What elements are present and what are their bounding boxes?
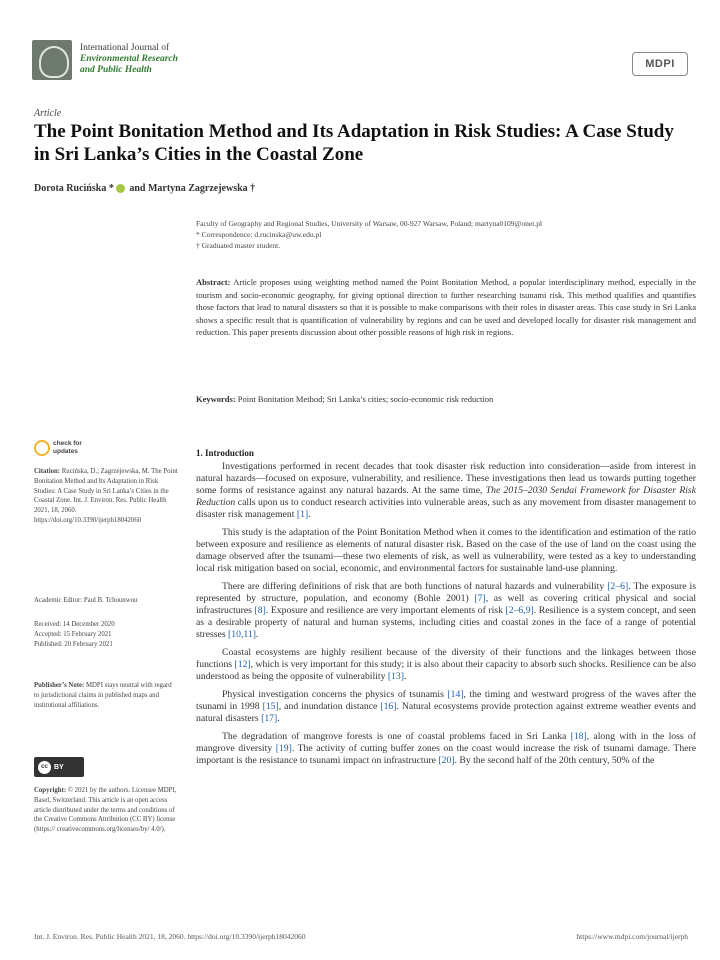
check-updates-icon xyxy=(34,440,50,456)
paragraph-4: Coastal ecosystems are highly resilient because of the diversity of their functions and the linkages between those functions [12], which is very important for this study; it is also about their capacity to absorb such shocks. Resilience can be also understood as being the opposite of vulnerability [13]. xyxy=(196,647,696,682)
paper-title: The Point Bonitation Method and Its Adaptation in Risk Studies: A Case Study in Sri Lanka’s Cities in the Coastal Zone xyxy=(34,121,674,165)
citation-label: Citation: xyxy=(34,468,61,475)
footer-citation: Int. J. Environ. Res. Public Health 2021, 18, 2060. https://doi.org/10.3390/ijerph18042060 xyxy=(34,932,306,941)
ref-link[interactable]: [14] xyxy=(447,689,464,700)
copyright-text: © 2021 by the authors. Licensee MDPI, Basel, Switzerland. This article is an open access article distributed under the terms and conditions of the Creative Commons Attribution (CC BY) license (https:// creativecommons.org/licenses/by/ 4.0/). xyxy=(34,787,177,834)
journal-logo xyxy=(32,40,72,80)
publisher-note-text: MDPI stays neutral with regard to jurisdictional claims in published maps and institutional affiliations. xyxy=(34,682,172,709)
citation-block xyxy=(34,467,178,526)
ref-link[interactable]: [7] xyxy=(474,593,486,604)
keywords-label: Keywords: xyxy=(196,394,236,404)
publisher-note-label: Publisher’s Note: xyxy=(34,682,85,689)
abstract-label: Abstract: xyxy=(196,277,231,287)
published-date: Published: 20 February 2021 xyxy=(34,640,113,648)
abstract-text: Article proposes using weighting method named the Point Bonitation Method, a popular interdisciplinary method, especially in the tourism and socio-economic geography, for giving optional direction to further researching tsunami risk. This method qualifies and quantifies those factors that lead to natural disasters so that it is possible to make comparisons with their roles in disaster areas. This case study in Sri Lanka shows a specific result that is quantification of vulnerability by regions and can be used and developed locally for disaster risk management and reduction. This paper presents discussion about other possible reasons of high risk in regions. xyxy=(196,277,696,337)
ref-link[interactable]: [2–6] xyxy=(607,581,629,592)
paragraph-3: There are differing definitions of risk that are both functions of natural hazards and vulnerability [2–6]. The exposure is represented by structure, population, and economy (Bohle 2001) [7], as well as covering critical physical and social infrastructures [8]. Exposure and resilience are very important elements of risk [2–6,9]. Resilience is a system concept, and seen as a desirable property of natural and human systems, including cities and coastal zones in the face of a range of potential stresses [10,11]. xyxy=(196,581,697,640)
abstract xyxy=(196,276,696,339)
publisher-logo: MDPI xyxy=(632,52,688,76)
orcid-icon[interactable] xyxy=(116,184,125,193)
ref-link[interactable]: [17] xyxy=(261,713,278,724)
cc-icon: cc xyxy=(38,761,51,774)
journal-name-line2: Environmental Research xyxy=(80,54,178,64)
ref-link[interactable]: [19] xyxy=(275,743,292,754)
ref-link[interactable]: [10,11] xyxy=(228,629,256,640)
author-2: and Martyna Zagrzejewska † xyxy=(129,183,256,194)
affiliations xyxy=(196,218,696,251)
cc-by-license-link[interactable] xyxy=(34,757,84,777)
correspondence: * Correspondence: d.rucinska@uw.edu.pl xyxy=(196,230,322,239)
keywords-text: Point Bonitation Method; Sri Lanka’s cities; socio-economic risk reduction xyxy=(237,394,494,404)
section-title: 1. Introduction xyxy=(196,448,254,458)
received-date: Received: 14 December 2020 xyxy=(34,621,115,628)
citation-text: Rucińska, D.; Zagrzejewska, M. The Point Bonitation Method and Its Adaptation in Risk Studies: A Case Study in Sri Lanka’s Cities in the Coastal Zone. Int. J. Environ. Res. Public Health 2021, 18, 2060. https://doi.org/10.3390/ijerph18042060 xyxy=(34,468,178,524)
check-line1: check for xyxy=(53,440,82,447)
academic-editor: Academic Editor: Paul B. Tchounwou xyxy=(34,597,138,604)
ref-link[interactable]: [20] xyxy=(438,755,455,766)
journal-name-line1: International Journal of xyxy=(80,43,170,53)
footer-journal-link[interactable]: https://www.mdpi.com/journal/ijerph xyxy=(576,932,688,941)
ref-link[interactable]: [13] xyxy=(387,671,404,682)
body-text xyxy=(196,461,696,773)
article-type: Article xyxy=(34,108,62,119)
journal-name-line3: and Public Health xyxy=(80,65,152,75)
author-note: † Graduated master student. xyxy=(196,241,281,250)
keywords xyxy=(196,393,696,405)
paragraph-6: The degradation of mangrove forests is one of coastal problems faced in Sri Lanka [18], along with in the loss of mangrove diversity [19]. The activity of cutting buffer zones on the coast would increase the risk of tsunami damage. There important is the resistance to tsunami impact on infrastructure [20]. By the second half of the 20th century, 50% of the xyxy=(196,731,697,766)
paragraph-1: Investigations performed in recent decades that took disaster risk reduction into consideration—aside from interest in natural hazards—focused on exposure, vulnerability, and resilience. These investigations then lead us towards putting together some forms of resistance against any natural hazards. At the same time, The 2015–2030 Sendai Framework for Disaster Risk Reduction calls upon us to conduct research activities into vulnerable areas, such as any movement from disaster management to disaster risk management [1]. xyxy=(196,461,697,520)
copyright-block xyxy=(34,786,178,835)
publisher-note xyxy=(34,681,178,710)
ref-link[interactable]: [8] xyxy=(254,605,266,616)
dates-block xyxy=(34,620,178,649)
affiliation: Faculty of Geography and Regional Studies, University of Warsaw, 00-927 Warsaw, Poland; martyna0109@onet.pl xyxy=(196,219,543,228)
copyright-label: Copyright: xyxy=(34,787,67,794)
journal-name xyxy=(80,43,178,76)
paragraph-5: Physical investigation concerns the physics of tsunamis [14], the timing and westward progress of the waves after the tsunami in 1998 [15], and inundation distance [16]. Natural ecosystems provide protection against extreme weather events and natural disasters [17]. xyxy=(196,689,697,724)
ref-link[interactable]: [16] xyxy=(380,701,397,712)
check-for-updates-button[interactable] xyxy=(34,437,82,459)
ref-link[interactable]: [12] xyxy=(234,659,251,670)
paragraph-2: This study is the adaptation of the Point Bonitation Method when it comes to the identification and estimation of the ratio between exposure and resilience as elements of natural disaster risk. Based on the case of the use of land on the coast using the damage observed after the tsunami—these two elements of risk, as well as vulnerability, were tested as a key to understanding local risk mitigation based on social, economic, and environmental factors for sustainable land-use planning. xyxy=(196,527,696,574)
check-line2: updates xyxy=(53,447,78,455)
ref-link[interactable]: [1] xyxy=(296,509,309,520)
ref-link[interactable]: [18] xyxy=(570,731,587,742)
by-icon: BY xyxy=(54,763,64,771)
ref-link[interactable]: [15] xyxy=(262,701,279,712)
author-list xyxy=(34,183,255,194)
ref-link[interactable]: [2–6,9] xyxy=(505,605,534,616)
author-1: Dorota Rucińska * xyxy=(34,183,114,194)
accepted-date: Accepted: 15 February 2021 xyxy=(34,630,112,638)
